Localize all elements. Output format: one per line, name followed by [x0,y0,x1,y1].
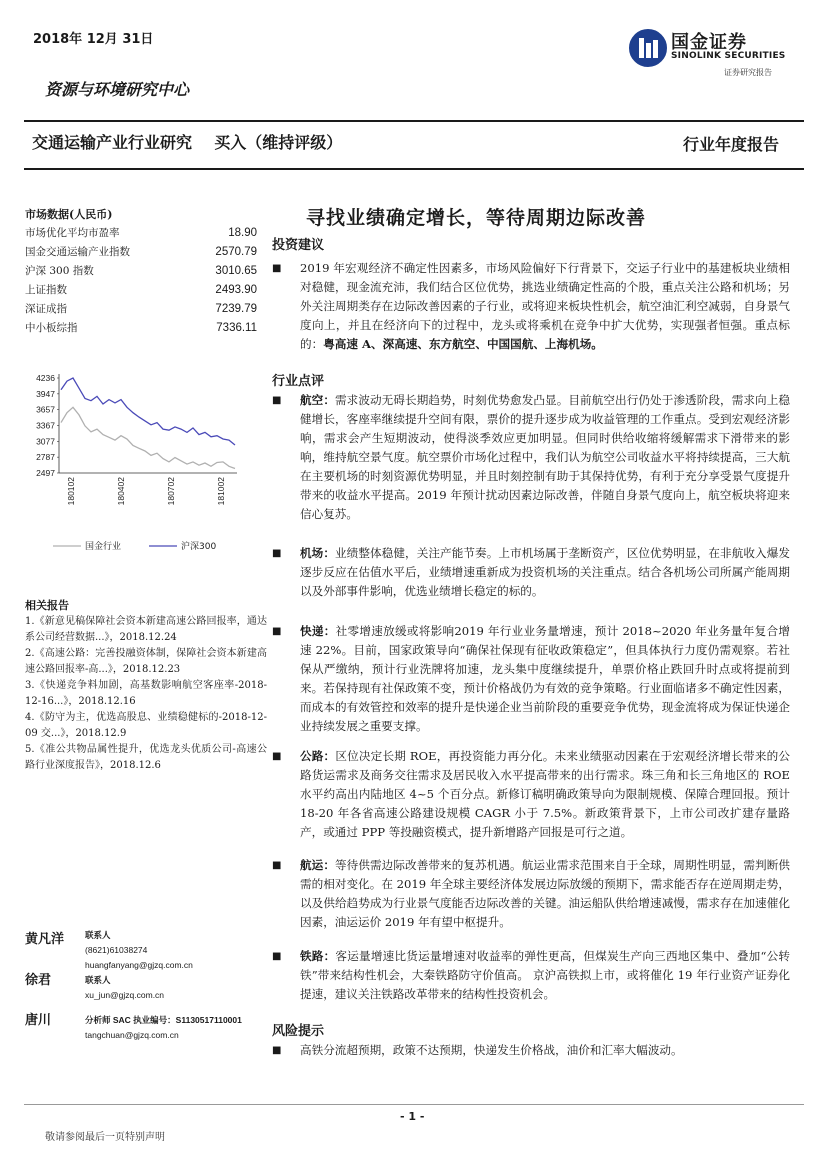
bullet-icon: ■ [272,548,282,559]
express-label: 快递： [300,624,336,638]
report-type: 行业年度报告 [682,135,779,154]
related-reports-title: 相关报告 [25,599,69,612]
legend-label: 沪深300 [181,542,217,552]
market-value: 2493.90 [215,284,257,296]
highway-text: 区位决定长期 ROE，再投资能力再分化。未来业绩驱动因素在于宏观经济增长带来的公路货运需求及商务交往需求及居民收入水平提高带来的出行需求。珠三角和长三角地区的 ROE 水平约高出内陆地区 4~5 个百分点。新修订稿明确政策导向为限制规模、保障合理回报。预计 18-20 年各省高速公路建设规模 CAGR 小于 7.5%。新政策背景下，上市公司改扩建存量路产，或通过 PPP 等投融资模式，提升新增路产回报是可行之道。 [300,749,790,839]
market-value: 7336.11 [216,322,257,334]
analyst-info [85,1013,242,1043]
bullet-icon: ■ [272,395,282,406]
section-title-investment: 投资建议 [272,238,325,253]
analyst-role: 联系人 [85,930,111,940]
highway-paragraph [272,747,790,842]
market-row [25,281,257,300]
bullet-icon: ■ [272,860,282,871]
y-tick-label: 3367 [36,420,55,431]
risk-text: 高铁分流超预期，政策不达预期，快递发生价格战，油价和汇率大幅波动。 [300,1043,683,1057]
market-row [25,224,257,243]
report-headline: 寻找业绩确定增长，等待周期边际改善 [306,207,647,229]
market-data-table [25,224,257,338]
analyst-name: 唐川 [25,1013,52,1028]
series-line-0 [61,407,235,468]
analyst-role: 分析师 SAC 执业编号：S1130517110001 [85,1015,242,1025]
analyst-card [25,928,265,973]
bullet-icon: ■ [272,626,282,637]
footer-divider [24,1104,804,1105]
airline-paragraph [272,391,790,524]
market-row [25,319,257,338]
bullet-icon: ■ [272,751,282,762]
page-number: - 1 - [400,1110,425,1123]
x-tick-label: 180102 [66,477,76,506]
analyst-info [85,973,164,1003]
bullet-icon: ■ [272,951,282,962]
market-row [25,243,257,262]
market-label: 中小板综指 [25,322,78,334]
analyst-role: 联系人 [85,975,111,985]
x-tick-label: 180402 [116,477,126,506]
market-data-title: 市场数据(人民币) [25,208,113,221]
y-tick-label: 4236 [36,373,55,383]
analyst-name: 徐君 [25,973,52,988]
shipping-paragraph [272,856,790,932]
key-targets: 粤高速 A、深高速、东方航空、中国国航、上海机场。 [323,337,603,351]
x-tick-label: 180702 [166,477,176,506]
market-label: 国金交通运输产业指数 [25,246,130,258]
analyst-email[interactable]: huangfanyang@gjzq.com.cn [85,960,193,970]
airline-label: 航空： [300,393,336,407]
market-value: 7239.79 [215,303,257,315]
airport-text: 业绩整体稳健，关注产能节奏。上市机场属于垄断资产，区位优势明显，在非航收入爆发逐步反应在估值水平后，业绩增速重新成为投资机场的关注重点。结合各机场公司所属产能周期以及外部事件影响，优选业绩增长稳定的标的。 [300,546,790,598]
analyst-email[interactable]: tangchuan@gjzq.com.cn [85,1030,179,1040]
rail-label: 铁路： [300,949,336,963]
market-label: 市场优化平均市盈率 [25,227,120,239]
market-label: 深证成指 [25,303,67,315]
market-value: 3010.65 [215,265,257,277]
analyst-phone: (8621)61038274 [85,945,148,955]
y-tick-label: 2787 [36,452,55,463]
airport-label: 机场： [300,546,336,560]
logo-name: 国金证券 [671,32,747,53]
series-line-1 [61,378,235,445]
disclaimer-note: 敬请参阅最后一页特别声明 [45,1132,165,1143]
y-tick-label: 3657 [36,404,55,415]
market-label: 沪深 300 指数 [25,265,94,277]
related-report-link[interactable]: 3.《快递竞争料加剧，高基数影响航空客座率-2018-12-16...》，2018.12.16 [25,680,267,707]
market-value: 2570.79 [215,246,257,258]
airline-text: 需求波动无碍长期趋势，时刻优势愈发凸显。目前航空出行仍处于渗透阶段，需求向上稳健增长，客座率继续提升空间有限，票价的提升逐步成为收益管理的工作重点。受到宏观经济影响，需求会产生短期波动，使得淡季效应更加明显。但同时供给收缩将缓解需求下滑带来的影响，维持航空景气度。航空票价市场化过程中，我们认为航空公司收益水平将持续提高，三大航在主要机场的时刻资源优势明显，并且时刻控制有助于其保持优势，有利于充分享受景气度提升带来的收益水平提高。2019 年预计扰动因素边际改善，伴随自身景气度向上，航空板块将迎来信心复苏。 [300,393,790,521]
express-text: 社零增速放缓或将影响2019 年行业业务量增速，预计 2018~2020 年业务量年复合增速 22%。目前，国家政策导向“确保社保现有征收政策稳定”，但具体执行力度仍需观察。若社保从严缴纳，预计行业洗牌将加速，龙头集中度继续提升，单票价格止跌回升时点或将提前到来。若保持现有社保政策不变，预计价格战仍为有效的竞争策略。行业面临诸多不确定性因素，而成本的有效管控和效率的提升是快递企业当前阶段的重要竞争优势，现金流将成为保证快递企业持续发展之重要支撑。 [300,624,790,733]
index-line-chart [25,368,257,568]
y-tick-label: 3947 [36,388,55,399]
analyst-email[interactable]: xu_jun@gjzq.com.cn [85,990,165,1000]
highway-label: 公路： [300,749,336,763]
analyst-info [85,928,193,973]
section-title-review: 行业点评 [272,374,325,389]
x-tick-label: 181002 [216,477,226,506]
market-row [25,262,257,281]
bullet-icon: ■ [272,1045,282,1056]
rail-paragraph [272,947,790,1004]
y-tick-label: 3077 [36,436,55,447]
investment-paragraph [272,259,790,354]
related-report-link[interactable]: 5.《准公共物品属性提升，优选龙头优质公司-高速公路行业深度报告》，2018.12.6 [25,744,267,771]
market-value: 18.90 [228,227,257,239]
market-row [25,300,257,319]
y-tick-label: 2497 [36,468,55,478]
industry-title: 交通运输产业行业研究 买入（维持评级） [32,133,343,152]
research-center: 资源与环境研究中心 [45,80,190,99]
analyst-card [25,1009,265,1041]
rail-text: 客运量增速比货运量增速对收益率的弹性更高，但煤炭生产向三西地区集中、叠加“公转铁”带来结构性机会，大秦铁路防守价值高。 京沪高铁拟上市，或将催化 19 年行业资产证券化提速，建议关注铁路改革带来的结构性投资机会。 [300,949,790,1001]
logo-english-name: SINOLINK SECURITIES [671,51,786,61]
related-report-link[interactable]: 4.《防守为主，优选高股息、业绩稳健标的-2018-12-09 交...》，2018.12.9 [25,712,267,739]
header-bottom-divider [24,168,804,170]
legend-label: 国金行业 [85,542,122,552]
bullet-icon: ■ [272,263,282,274]
related-report-link[interactable]: 2.《高速公路：完善投融资体制，保障社会资本新建高速公路回报率-高...》，2018.12.23 [25,648,267,675]
shipping-label: 航运： [300,858,336,872]
analyst-card [25,969,265,1001]
section-title-risk: 风险提示 [272,1024,325,1039]
company-logo [628,26,798,82]
report-date: 2018年 12月 31日 [33,32,154,47]
analyst-name: 黄凡洋 [25,932,65,947]
related-reports-list [25,614,267,774]
header-divider [24,120,804,122]
investment-text: 2019 年宏观经济不确定性因素多，市场风险偏好下行背景下，交运子行业中的基建板块业绩相对稳健，现金流充沛，我们结合区位优势，挑选业绩确定性高的个股，重点关注公路和机场；另外关注周期类存在边际改善因素的子行业，或将迎来板块性机会，航空油汇利空减弱，自身景气度向上，并且在经济向下的过程中，龙头或将乘机在竞争中扩大优势，实现强者恒强。重点标的： [300,261,790,351]
airport-paragraph [272,544,790,601]
sinolink-logo-icon [628,28,668,68]
risk-paragraph [272,1041,790,1060]
market-label: 上证指数 [25,284,67,296]
express-paragraph [272,622,790,736]
logo-subtitle: 证券研究报告 [724,68,772,77]
related-report-link[interactable]: 1.《新意见稿保障社会资本新建高速公路回报率，通达系公司经营数据...》，2018.12.24 [25,616,267,643]
chart-svg [25,368,257,568]
shipping-text: 等待供需边际改善带来的复苏机遇。航运业需求范围来自于全球，周期性明显，需判断供需的相对变化。在 2019 年全球主要经济体发展边际放缓的预期下，需求能否存在逆周期走势，以及供给趋势成为行业景气度能否边际改善的关键。油运船队供给增速减慢，需求存在加速催化因素，油运运价 2019 年有望中枢提升。 [300,858,790,929]
